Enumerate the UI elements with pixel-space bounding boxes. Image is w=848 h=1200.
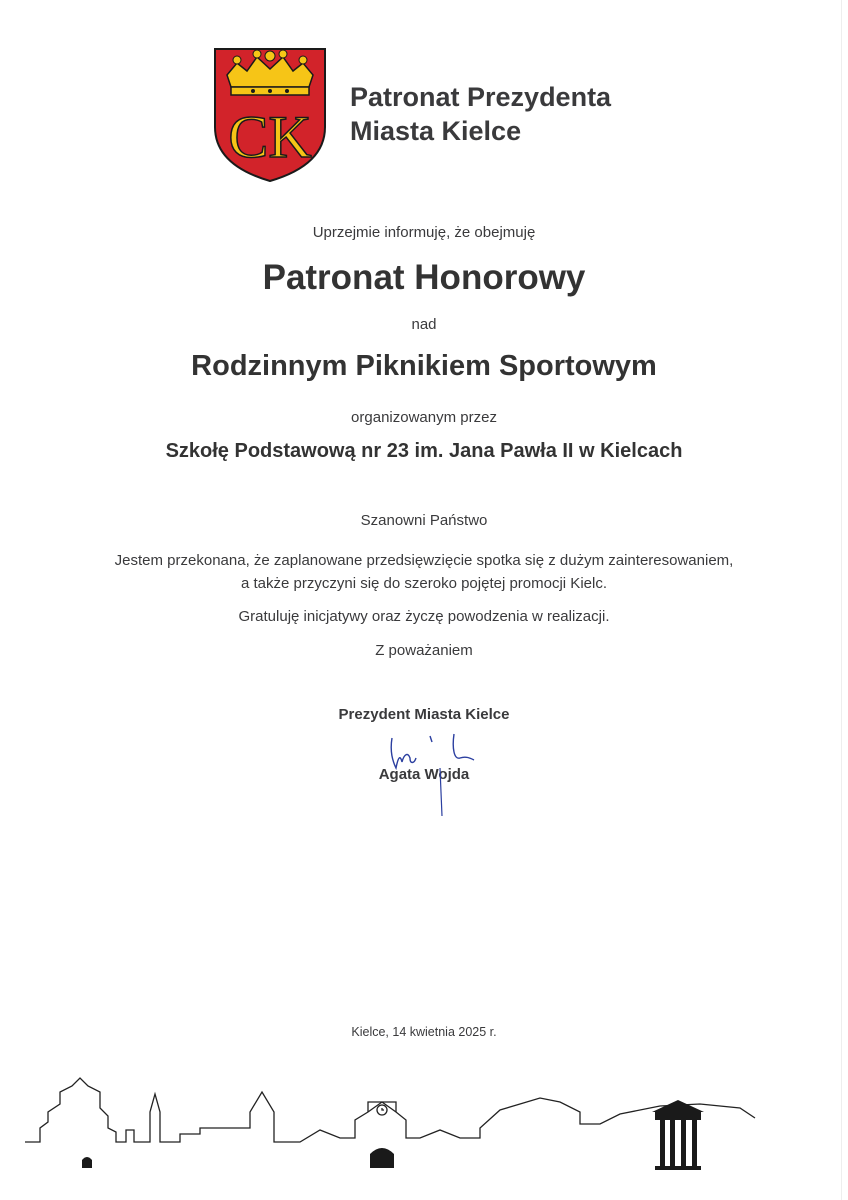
body-line-2: a także przyczyni się do szeroko pojętej promocji Kielc. [241, 575, 607, 592]
signatory-role: Prezydent Miasta Kielce [338, 706, 510, 723]
event-name-heading: Rodzinnym Piknikiem Sportowym [191, 350, 657, 382]
header-title-line2: Miasta Kielce [350, 116, 522, 146]
crest-letters: CK [228, 104, 312, 170]
kielce-crest-logo [213, 47, 327, 183]
intro-text: Uprzejmie informuję, że obejmuję [312, 224, 536, 241]
congratulations-text: Gratuluję inicjatywy oraz życzę powodzenia w realizacji. [238, 608, 610, 625]
signatory-name: Agata Wojda [378, 766, 470, 783]
header-title-line1: Patronat Prezydenta [350, 82, 612, 112]
handwritten-signature [380, 728, 480, 818]
body-paragraph [0, 549, 848, 595]
patronage-type-heading: Patronat Honorowy [262, 258, 586, 297]
connector-text: nad [411, 316, 437, 333]
organized-by-text: organizowanym przez [351, 409, 497, 426]
city-skyline-illustration [0, 1072, 848, 1182]
salutation-text: Szanowni Państwo [360, 512, 488, 529]
organizer-heading: Szkołę Podstawową nr 23 im. Jana Pawła II w Kielcach [165, 440, 683, 462]
place-date: Kielce, 14 kwietnia 2025 r. [351, 1025, 497, 1039]
body-line-1: Jestem przekonana, że zaplanowane przedsięwzięcie spotka się z dużym zainteresowaniem, [114, 552, 734, 569]
patronage-header-title [350, 80, 611, 148]
closing-text: Z poważaniem [375, 642, 473, 659]
scan-edge [841, 0, 842, 1200]
